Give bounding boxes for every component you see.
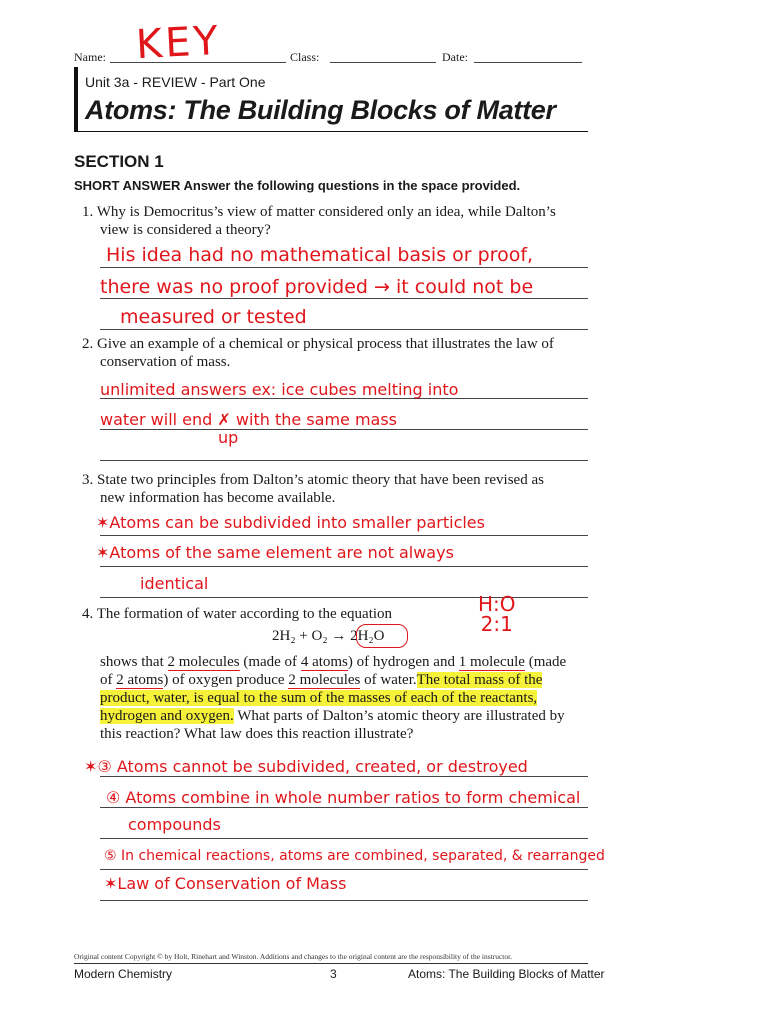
class-field-line[interactable] [330,62,436,63]
question-3-line2: new information has become available. [100,490,336,506]
date-field-line[interactable] [474,62,582,63]
answer-line[interactable] [100,267,588,268]
equation: 2H₂ + O₂ → 2H₂O [272,628,385,644]
answer-line[interactable] [100,900,588,901]
answer-1-line3: measured or tested [120,306,307,328]
text: (made [524,654,567,670]
answer-1-line1: His idea had no mathematical basis or proof, [106,244,534,266]
answer-line[interactable] [100,460,588,461]
question-4-line1: 4. The formation of water according to the equation [82,606,393,622]
question-2-line2: conservation of mass. [100,354,231,370]
answer-4-line1: ✶③ Atoms cannot be subdivided, created, or destroyed [84,757,528,776]
key-annotation: KEY [134,17,223,69]
ratio-top: H:O [478,592,516,616]
footer-book-title: Modern Chemistry [74,967,173,981]
text: shows that [100,654,168,670]
answer-4-line2: ④ Atoms combine in whole number ratios to form chemical [106,788,581,807]
answer-line[interactable] [100,535,588,536]
question-4-text-line1 [100,653,566,671]
question-4-text-line5: this reaction? What law does this reaction illustrate? [100,726,414,742]
text: What parts of Dalton’s atomic theory are illustrated by [233,708,565,724]
question-4-text-line3 [100,689,537,707]
answer-3-line1: ✶Atoms can be subdivided into smaller particles [96,513,485,532]
page-number: 3 [330,967,337,981]
ratio-annotation [478,594,516,634]
answer-line[interactable] [100,776,588,777]
question-1-line2: view is considered a theory? [100,222,271,238]
answer-line[interactable] [100,807,588,808]
text: ) of oxygen produce [163,672,289,688]
question-3-line1: 3. State two principles from Dalton’s atomic theory that have been revised as [82,472,544,488]
instructions-bold: SHORT ANSWER [74,178,181,193]
text: of water. [360,672,417,688]
answer-2-line1: unlimited answers ex: ice cubes melting into [100,380,459,399]
copyright-notice: Original content Copyright © by Holt, Rinehart and Winston. Additions and changes to the original content are the responsibility of the instructor. [74,952,513,961]
highlighted-text: product, water, is equal to the sum of the masses of each of the reactants, [100,690,538,706]
question-1-line1: 1. Why is Democritus’s view of matter considered only an idea, while Dalton’s [82,204,556,220]
answer-3-line2: ✶Atoms of the same element are not always [96,543,454,562]
answer-3-line3: identical [140,574,209,593]
question-4-text-line4 [100,707,565,725]
answer-line[interactable] [100,329,588,330]
answer-4-line4: ⑤ In chemical reactions, atoms are combined, separated, & rearranged [104,848,605,864]
answer-line[interactable] [100,838,588,839]
footer-chapter-title: Atoms: The Building Blocks of Matter [408,967,605,981]
title-bar [74,67,78,131]
answer-1-line2: there was no proof provided → it could not be [100,276,534,298]
class-label: Class: [290,50,320,64]
section-heading: SECTION 1 [74,152,164,171]
text: ) of hydrogen and [347,654,459,670]
text: of [100,672,117,688]
date-label: Date: [442,50,468,64]
name-label: Name: [74,50,106,64]
answer-2-text: water will end [100,410,213,429]
instructions-text: Answer the following questions in the space provided. [180,178,521,193]
underlined-text: 2 molecules [167,654,240,670]
highlighted-text: The total mass of the [416,672,543,688]
instructions [74,178,520,193]
ratio-bottom: 2:1 [480,612,513,636]
answer-2-line2 [100,410,397,429]
answer-line[interactable] [100,869,588,870]
answer-4-line5: ✶Law of Conservation of Mass [104,874,347,893]
page-title: Atoms: The Building Blocks of Matter [85,95,556,125]
answer-2-line3: up [218,428,239,447]
question-2-line1: 2. Give an example of a chemical or physical process that illustrates the law of [82,336,554,352]
footer-rule [74,963,588,964]
underlined-text: 4 atoms [300,654,348,670]
highlighted-text: hydrogen and oxygen. [100,708,234,724]
answer-4-line3: compounds [128,815,221,834]
answer-line[interactable] [100,429,588,430]
answer-2-rest: with the same mass [235,410,398,429]
answer-line[interactable] [100,566,588,567]
answer-line[interactable] [100,298,588,299]
product-circle [356,624,408,648]
question-4-text-line2 [100,671,542,689]
underlined-text: 2 molecules [288,672,361,688]
unit-label: Unit 3a - REVIEW - Part One [85,74,266,90]
strike-mark: ✗ [217,410,231,429]
underlined-text: 2 atoms [116,672,164,688]
text: (made of [239,654,301,670]
title-rule [74,131,588,132]
underlined-text: 1 molecule [458,654,525,670]
